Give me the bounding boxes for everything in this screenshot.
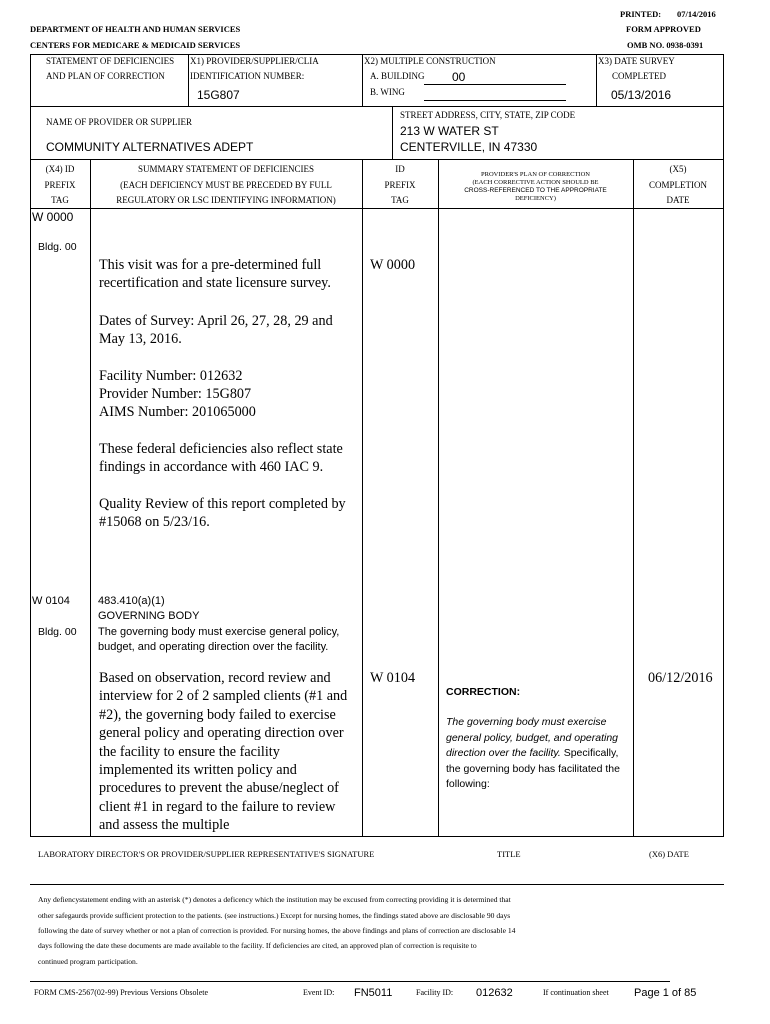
rule xyxy=(362,159,363,837)
regulation-title: GOVERNING BODY xyxy=(98,610,200,622)
summary-header-1: SUMMARY STATEMENT OF DEFICIENCIES xyxy=(137,164,315,174)
statement-label-1: STATEMENT OF DEFICIENCIES xyxy=(46,56,175,66)
event-id-label: Event ID: xyxy=(303,988,335,997)
rule xyxy=(30,981,670,982)
disclaimer-line: following the date of survey whether or not a plan of correction is provided. For nursing homes, the above findings and plans of correction are disclosable 14 xyxy=(38,926,516,935)
building-label: A. BUILDING xyxy=(370,71,425,81)
plan-header-4: DEFICIENCY) xyxy=(515,195,556,202)
rule xyxy=(438,159,439,837)
facility-id-value: 012632 xyxy=(476,987,513,999)
provider-name-value: COMMUNITY ALTERNATIVES ADEPT xyxy=(46,140,254,154)
disclaimer-line: Any defiencystatement ending with an asterisk (*) denotes a deficency which the institution may be excused from correcting providing it is determined that xyxy=(38,895,511,904)
summary-header-2: (EACH DEFICIENCY MUST BE PRECEDED BY FULL xyxy=(120,180,332,190)
x5-header-1: (X5) xyxy=(669,164,687,174)
rule xyxy=(188,54,189,107)
facility-id-label: Facility ID: xyxy=(416,988,454,997)
regulation-summary: The governing body must exercise general policy, budget, and operating direction over the facility. xyxy=(98,626,340,653)
rule xyxy=(723,106,724,160)
correction-label: CORRECTION: xyxy=(446,686,521,698)
printed-date: 07/14/2016 xyxy=(677,9,716,19)
address-label: STREET ADDRESS, CITY, STATE, ZIP CODE xyxy=(400,110,576,120)
x4-header-1: (X4) ID xyxy=(45,164,75,174)
x5-header-3: DATE xyxy=(666,195,690,205)
plan-header-2: (EACH CORRECTIVE ACTION SHOULD BE xyxy=(472,179,599,186)
rule xyxy=(30,884,724,885)
rule xyxy=(392,106,393,160)
building-value: 00 xyxy=(452,70,466,84)
entry-building: Bldg. 00 xyxy=(38,241,77,253)
x1-label-2: IDENTIFICATION NUMBER: xyxy=(190,71,305,81)
x1-label-1: X1) PROVIDER/SUPPLIER/CLIA xyxy=(190,56,319,66)
disclaimer-line: continued program participation. xyxy=(38,957,138,966)
rule xyxy=(90,159,91,837)
title-label: TITLE xyxy=(497,849,521,859)
x3-label-1: X3) DATE SURVEY xyxy=(598,56,675,66)
rule xyxy=(30,836,724,837)
provider-number: Provider Number: 15G807 xyxy=(99,386,252,402)
wing-label: B. WING xyxy=(370,87,405,97)
address-line-1: 213 W WATER ST xyxy=(400,124,499,138)
completion-date: 06/12/2016 xyxy=(648,670,713,686)
facility-number: Facility Number: 012632 xyxy=(99,368,243,384)
id-header-2: PREFIX xyxy=(384,180,416,190)
rule xyxy=(30,54,724,55)
x3-label-2: COMPLETED xyxy=(612,71,666,81)
id-tag: W 0000 xyxy=(370,257,416,273)
department-title: DEPARTMENT OF HEALTH AND HUMAN SERVICES xyxy=(30,24,241,34)
x4-header-2: PREFIX xyxy=(44,180,76,190)
deficiency-text: Based on observation, record review and interview for 2 of 2 sampled clients (#1 and #2), the governing body failed to exercise general policy and operating direction over the facility to ensure the facility implemented its written policy and procedures to prevent the abuse/neglect of client #1 in regard to the failure to review and assess the multiple xyxy=(99,670,348,834)
page-indicator: Page 1 of 85 xyxy=(634,987,697,999)
x2-label: X2) MULTIPLE CONSTRUCTION xyxy=(364,56,496,66)
form-number: FORM CMS-2567(02-99) Previous Versions Obsolete xyxy=(34,988,209,997)
regulation-number: 483.410(a)(1) xyxy=(98,595,165,607)
provider-id-value: 15G807 xyxy=(197,88,240,102)
statement-label-2: AND PLAN OF CORRECTION xyxy=(46,71,165,81)
event-id-value: FN5011 xyxy=(354,987,393,999)
plan-header-1: PROVIDER'S PLAN OF CORRECTION xyxy=(481,171,590,178)
signature-label: LABORATORY DIRECTOR'S OR PROVIDER/SUPPLIER REPRESENTATIVE'S SIGNATURE xyxy=(38,849,375,859)
form-approved: FORM APPROVED xyxy=(626,24,701,34)
id-header-1: ID xyxy=(395,164,405,174)
summary-header-3: REGULATORY OR LSC IDENTIFYING INFORMATION) xyxy=(116,195,336,205)
rule xyxy=(30,159,31,837)
rule xyxy=(30,208,724,209)
provider-name-label: NAME OF PROVIDER OR SUPPLIER xyxy=(46,117,193,127)
address-line-2: CENTERVILLE, IN 47330 xyxy=(400,140,538,154)
centers-title: CENTERS FOR MEDICARE & MEDICAID SERVICES xyxy=(30,40,241,50)
rule xyxy=(723,159,724,837)
aims-number: AIMS Number: 201065000 xyxy=(99,404,256,420)
wing-underline xyxy=(424,100,566,101)
building-underline xyxy=(424,84,566,85)
date-label: (X6) DATE xyxy=(649,849,689,859)
entry-tag: W 0000 xyxy=(32,210,74,224)
printed-label: PRINTED: xyxy=(620,9,662,19)
rule xyxy=(362,54,363,107)
disclaimer-line: other safegaurds provide sufficient protection to the patients. (see instructions.) Except for nursing homes, the findings stated above are disclosable 90 days xyxy=(38,911,511,920)
rule xyxy=(723,54,724,107)
x4-header-3: TAG xyxy=(51,195,69,205)
x5-header-2: COMPLETION xyxy=(649,180,707,190)
entry-tag: W 0104 xyxy=(32,595,70,607)
correction-text xyxy=(446,715,632,793)
correction-italic: The governing body must exercise general policy, budget, and operating direction over the facility. xyxy=(446,716,619,760)
id-tag: W 0104 xyxy=(370,670,416,686)
survey-date-value: 05/13/2016 xyxy=(611,88,672,102)
rule xyxy=(30,106,31,160)
correction-rest: Specifically, the governing body has facilitated the following: xyxy=(446,747,620,791)
rule xyxy=(30,159,724,160)
rule xyxy=(30,106,724,107)
rule xyxy=(596,54,597,107)
rule xyxy=(30,54,31,107)
rule xyxy=(633,159,634,837)
entry-paragraph: These federal deficiencies also reflect state findings in accordance with 460 IAC 9. xyxy=(99,441,343,476)
entry-paragraph: Quality Review of this report completed by #15068 on 5/23/16. xyxy=(99,496,346,531)
omb-number: OMB NO. 0938-0391 xyxy=(627,40,704,50)
entry-paragraph: Dates of Survey: April 26, 27, 28, 29 and May 13, 2016. xyxy=(99,313,333,348)
entry-building: Bldg. 00 xyxy=(38,626,77,638)
id-header-3: TAG xyxy=(391,195,409,205)
plan-header-3: CROSS-REFERENCED TO THE APPROPRIATE xyxy=(464,187,607,194)
disclaimer-line: days following the date these documents are made available to the facility. If deficiencies are cited, an approved plan of correction is requisite to xyxy=(38,941,477,950)
continuation-label: If continuation sheet xyxy=(543,988,609,997)
entry-paragraph: This visit was for a pre-determined full recertification and state licensure survey. xyxy=(99,257,331,292)
